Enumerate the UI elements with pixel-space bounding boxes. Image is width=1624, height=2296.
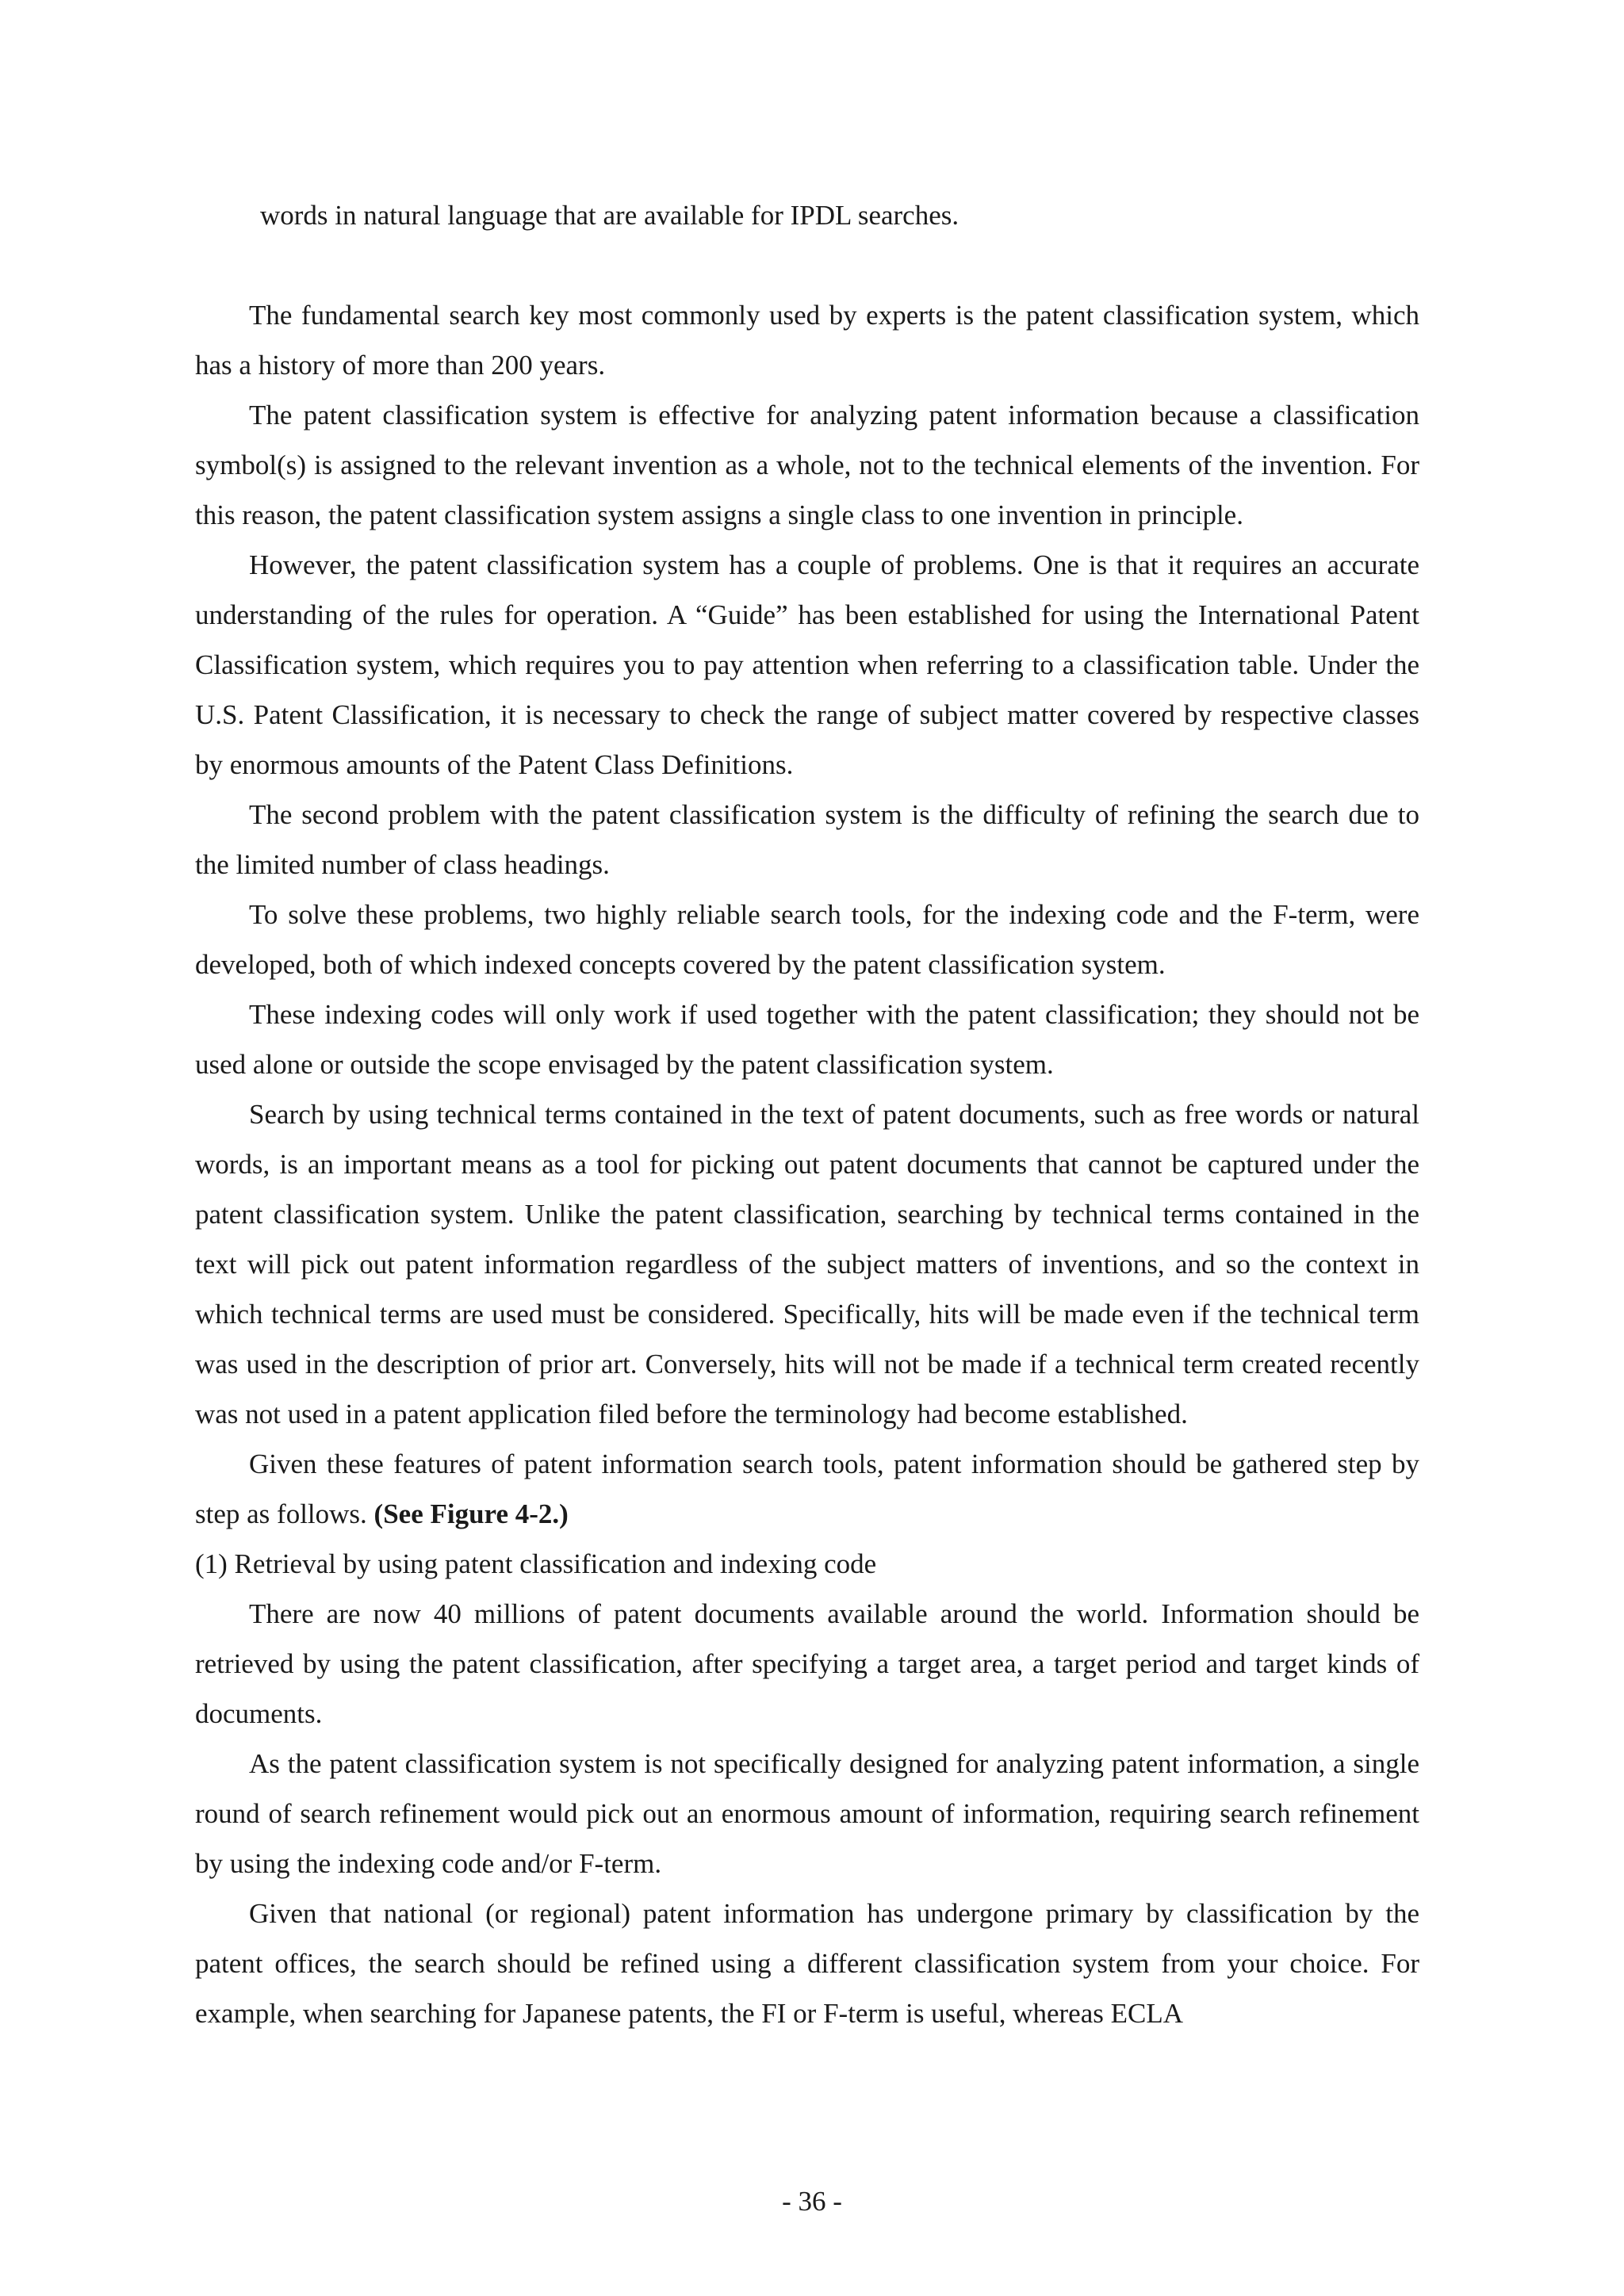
paragraph-7: Search by using technical terms contained in the text of patent documents, such as free words or natural words, is an important means as a tool for picking out patent documents that cannot be captured under the patent classification system. Unlike the patent classification, searching by technical terms contained in the text will pick out patent information regardless of the subject matters of inventions, and so the context in which technical terms are used must be considered. Specifically, hits will be made even if the technical term was used in the description of prior art. Conversely, hits will not be made if a technical term created recently was not used in a patent application filed before the terminology had become established. [195, 1099, 1419, 1429]
paragraph-8 [195, 1439, 1419, 1539]
paragraph-8-text: Given these features of patent information search tools, patent information should be gathered step by step as follows. [195, 1448, 1419, 1529]
paragraph-2: The patent classification system is effective for analyzing patent information because a classification symbol(s) is assigned to the relevant invention as a whole, not to the technical elements of the invention. For this reason, the patent classification system assigns a single class to one invention in principle. [195, 400, 1419, 530]
page-number: - 36 - [782, 2186, 842, 2217]
paragraph-10: As the patent classification system is not specifically designed for analyzing patent information, a single round of search refinement would pick out an enormous amount of information, requiring search refinement by using the indexing code and/or F-term. [195, 1748, 1419, 1879]
paragraph-5: To solve these problems, two highly reliable search tools, for the indexing code and the F-term, were developed, both of which indexed concepts covered by the patent classification system. [195, 899, 1419, 980]
paragraph-6: These indexing codes will only work if used together with the patent classification; they should not be used alone or outside the scope envisaged by the patent classification system. [195, 999, 1419, 1080]
body-text [195, 190, 1419, 2038]
paragraph-4: The second problem with the patent classification system is the difficulty of refining the search due to the limited number of class headings. [195, 799, 1419, 880]
section-heading: (1) Retrieval by using patent classification and indexing code [195, 1548, 877, 1579]
continuation-line: words in natural language that are available for IPDL searches. [260, 200, 959, 231]
paragraph-3: However, the patent classification system has a couple of problems. One is that it requires an accurate understanding of the rules for operation. A “Guide” has been established for using the International Patent Classification system, which requires you to pay attention when referring to a classification table. Under the U.S. Patent Classification, it is necessary to check the range of subject matter covered by respective classes by enormous amounts of the Patent Class Definitions. [195, 549, 1419, 780]
paragraph-1: The fundamental search key most commonly used by experts is the patent classification system, which has a history of more than 200 years. [195, 300, 1419, 381]
paragraph-9: There are now 40 millions of patent documents available around the world. Information should be retrieved by using the patent classification, after specifying a target area, a target period and target kinds of documents. [195, 1598, 1419, 1729]
figure-reference: (See Figure 4-2.) [373, 1498, 569, 1529]
paragraph-11: Given that national (or regional) patent information has undergone primary by classification by the patent offices, the search should be refined using a different classification system from your choice. For example, when searching for Japanese patents, the FI or F-term is useful, whereas ECLA [195, 1898, 1419, 2029]
